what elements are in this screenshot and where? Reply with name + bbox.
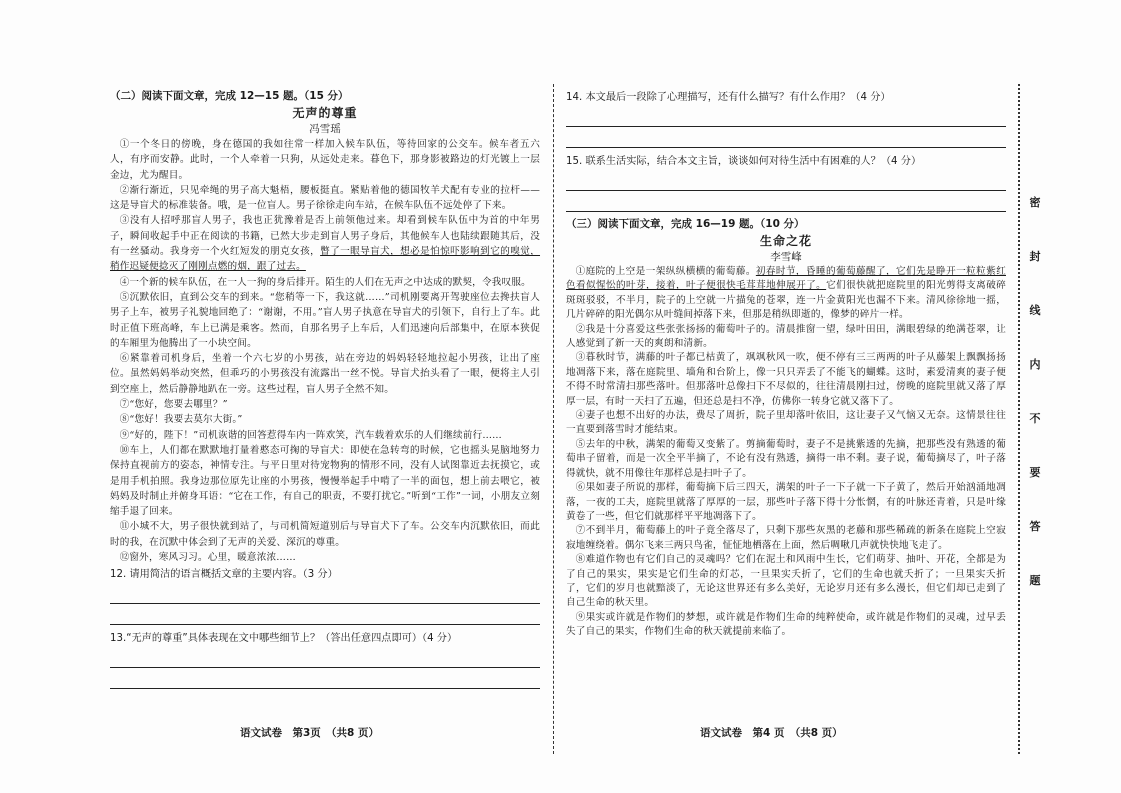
answer-line-12a[interactable] bbox=[110, 583, 540, 604]
left-column bbox=[110, 88, 540, 689]
paragraph-r1-text-b: 它们很快就把庭院里的阳光剪得支离破碎斑斑驳驳，不半月，院子的上空就一片描兔的苍翠，连一片金黄阳光也漏不下来。清风徐徐地一摇，几片碎碎的阳光偶尔从叶缝间掉落下来，但那是稍纵即逝的，像梦的碎片一样。 bbox=[566, 280, 1006, 321]
question-13: 13.“无声的尊重”具体表现在文中哪些细节上？（答出任意四点即可）（4 分） bbox=[110, 633, 458, 645]
paragraph-4: ④一个新的候车队伍，在一人一狗的身后排开。陌生的人们在无声之中达成的默契，令我叹服。 bbox=[119, 276, 531, 288]
paragraph-3-underlined: 瞥了一眼导盲犬，想必是怕惊吓影响到它的嗅觉，稍作迟疑便捻灭了刚刚点燃的烟，跟了过去。 bbox=[110, 246, 541, 273]
paragraph-r9: ⑨果实或许就是作物们的梦想，或许就是作物们生命的纯粹使命，或许就是作物们的灵魂，过早丢失了自己的果实，作物们生命的秋天就提前来临了。 bbox=[566, 611, 1006, 638]
paragraph-2: ②渐行渐近，只见牵绳的男子高大魁梧，腰板挺直。紧贴着他的德国牧羊犬配有专业的拉杆——这是导盲犬的标准装备。哦，是一位盲人。男子徐徐走向车站，在候车队伍不远处停了下来。 bbox=[110, 184, 540, 212]
paragraph-10: ⑩车上，人们都在默默地打量着憨态可掬的导盲犬：即使在急转弯的时候，它也摇头晃脑地努力保持直视前方的姿态，神情专注。与平日里对待宠物狗的情形不同，没有人试图靠近去抚摸它，或是用手机拍照。我身边那位原先让座的小男孩，慢慢举起手中啃了一半的面包，想上前去喂它，被妈妈及时制止并俯身耳语：“它在工作，有自己的职责，不要打扰它。”听到“工作”一词，小朋友立刻缩手退了回来。 bbox=[110, 444, 540, 518]
answer-line-12b[interactable] bbox=[110, 604, 540, 625]
answer-line-14b[interactable] bbox=[566, 127, 1006, 148]
page-footer-left: 语文试卷 第3页 （共8 页） bbox=[240, 727, 380, 739]
paragraph-9: ⑨“好的，陛下！”司机诙谐的回答惹得车内一阵欢笑，汽车载着欢乐的人们继续前行…… bbox=[119, 429, 502, 441]
paragraph-r1-text-a: ①庭院的上空是一架纵纵横横的葡萄藤。 bbox=[575, 266, 756, 277]
paragraph-r6: ⑥果如妻子所说的那样，葡萄摘下后三四天，满架的叶子一下子就一下子黄了，然后开始汹涌地凋落，一夜的工夫，庭院里就落了厚厚的一层，那些叶子落下得十分怅惘，有的叶脉还青着，只是叶缘黄卷了一些，但它们就那样平平地凋落下了。 bbox=[566, 482, 1006, 522]
paragraph-r5: ⑤去年的中秋，满架的葡萄又变紫了。剪摘葡萄时，妻子不是挑紫透的先摘，把那些没有熟透的葡萄串子留着，而是一次全平半摘了，不论有没有熟透，摘得一串不剩。妻子说，葡萄摘尽了，叶子落得就快，就不用像往年那样总是扫叶子了。 bbox=[566, 438, 1006, 479]
answer-line-15b[interactable] bbox=[566, 191, 1006, 212]
seal-dotted-line bbox=[1018, 84, 1020, 754]
question-14: 14. 本文最后一段除了心理描写，还有什么描写？有什么作用？（4 分） bbox=[566, 92, 891, 103]
question-12: 12. 请用简洁的语言概括文章的主要内容。（3 分） bbox=[110, 569, 338, 581]
seal-char: 答 bbox=[1029, 520, 1041, 533]
paragraph-r7: ⑦不到半月，葡萄藤上的叶子竟全落尽了，只剩下那些灰黑的老藤和那些稀疏的新条在庭院上空寂寂地缠绕着。偶尔飞来三两只鸟雀，怔怔地栖落在上面，然后啁啾几声就快快地飞走了。 bbox=[566, 525, 1006, 551]
paragraph-5: ⑤沉默依旧，直到公交车的到来。“您稍等一下，我这就……”司机刚要离开驾驶座位去搀扶盲人男子上车，被男子礼貌地回绝了：“谢谢，不用。”盲人男子执意在导盲犬的引领下，自行上了车。此时正值下班高峰，车上已满是乘客。然而，自那名男子上车后，人们迅速向后部集中，在原本狭促的车厢里为他腾出了一小块空间。 bbox=[110, 291, 540, 349]
seal-strip bbox=[1024, 196, 1046, 628]
paragraph-7: ⑦“您好，您要去哪里？” bbox=[119, 399, 228, 411]
seal-char: 密 bbox=[1029, 196, 1041, 209]
paragraph-11: ⑪小城不大，男子很快就到站了，与司机简短道别后与导盲犬下了车。公交车内沉默依旧，而此时的我，在沉默中体会到了无声的关爱、深沉的尊重。 bbox=[110, 521, 540, 548]
answer-line-13a[interactable] bbox=[110, 647, 540, 668]
question-15: 15. 联系生活实际，结合本文主旨，谈谈如何对待生活中有困难的人？（4 分） bbox=[566, 156, 922, 167]
paragraph-r8: ⑧难道作物也有它们自己的灵魂吗？它们在泥土和风雨中生长，它们萌芽、抽叶、开花，全都是为了自己的果实，果实是它们生命的灯芯，一旦果实夭折了，它们的生命也就夭折了；一旦果实夭折了，它们的岁月也就黯淡了，无论这世界还有多么美好，无论岁月还有多么漫长，但它们却已走到了自己生命的秋天里。 bbox=[566, 554, 1006, 609]
paragraph-6: ⑥紧靠着司机身后，坐着一个六七岁的小男孩，站在旁边的妈妈轻轻地拉起小男孩，让出了座位。虽然妈妈举动突然，但乖巧的小男孩没有流露出一丝不悦。导盲犬抬头看了一眼，便将主人引到空座上，然后静静地趴在一旁。这些过程，盲人男子全然不知。 bbox=[110, 353, 540, 395]
article-title-1: 无声的尊重 bbox=[292, 106, 358, 120]
paragraph-3-text: ③没有人招呼那盲人男子，我也正犹豫着是否上前领他过来。却看到候车队伍中为首的中年男子，瞬间收起手中正在阅读的书籍，已然大步走到盲人男子身后，其他候车人也陆续跟随其后，没有一丝骚动。我身旁一个火红短发的朋克女孩， bbox=[110, 215, 540, 258]
answer-line-14a[interactable] bbox=[566, 106, 1006, 127]
paragraph-r1-underlined-a: 初春时节，昏睡的葡萄藤醒了，它们先是睁开一粒粒紫红色看似惺忪的叶芽， bbox=[566, 266, 1006, 292]
paragraph-r4: ④妻子也想不出好的办法，费尽了周折，院子里却落叶依旧，这让妻子又气恼又无奈。这情景往往一直要到落雪时才能结束。 bbox=[566, 410, 1006, 436]
paragraph-8: ⑧“您好！我要去莫尔大街。” bbox=[119, 414, 243, 426]
paragraph-12: ⑫窗外，寒风习习。心里，暖意浓浓…… bbox=[119, 552, 296, 564]
seal-char: 要 bbox=[1029, 466, 1041, 479]
page-footer-right: 语文试卷 第4 页 （共8 页） bbox=[700, 727, 843, 739]
answer-line-15a[interactable] bbox=[566, 170, 1006, 191]
section-heading-3: （三）阅读下面文章，完成 16—19 题。（10 分） bbox=[566, 218, 805, 230]
article-author-1: 冯雪瑶 bbox=[309, 123, 341, 135]
seal-char: 不 bbox=[1029, 412, 1041, 425]
seal-char: 封 bbox=[1029, 250, 1041, 263]
seal-char: 内 bbox=[1029, 358, 1041, 371]
paragraph-r2: ②我是十分喜爱这些张张扬扬的葡萄叶子的。清晨推窗一望，绿叶田田，满眼碧绿的绝满苍翠，让人感觉到了新一天的爽朗和清新。 bbox=[566, 323, 1006, 350]
article-title-2: 生命之花 bbox=[759, 234, 812, 248]
seal-char: 题 bbox=[1029, 574, 1041, 587]
column-divider bbox=[553, 84, 554, 754]
paragraph-1: ①一个冬日的傍晚，身在德国的我如往常一样加入候车队伍，等待回家的公交车。候车者五六人，有序而安静。此时，一个人牵着一只狗，从远处走来。暮色下，那身影被路边的灯光镀上一层金边，尤为醒目。 bbox=[110, 139, 540, 181]
paragraph-3 bbox=[110, 213, 540, 274]
paragraph-r3: ③暮秋时节，满藤的叶子都已枯黄了，飒飒秋风一吹，便不停有三三两两的叶子从藤架上飘飘扬扬地凋落下来，落在庭院里、墙角和台阶上，像一只只弄丢了不能飞的蝴蝶。这时，素爱清爽的妻子便不得不时常清扫那些落叶。但那落叶总像扫下不尽似的，往往清晨刚扫过，傍晚的庭院里就又落了厚厚一层，有时一天扫了五遍，但还总是扫不净，仿佛你一转身它就又落下了。 bbox=[566, 352, 1006, 407]
answer-line-13b[interactable] bbox=[110, 668, 540, 689]
paragraph-r1 bbox=[566, 265, 1006, 323]
seal-char: 线 bbox=[1029, 304, 1041, 317]
right-column bbox=[566, 88, 1006, 640]
section-heading-2: （二）阅读下面文章，完成 12—15 题。（15 分） bbox=[110, 90, 349, 102]
paragraph-r1-underlined-b: 接着，叶子便很快毛茸茸地伸展开了。 bbox=[656, 280, 827, 292]
article-author-2: 李雪峰 bbox=[770, 251, 802, 263]
